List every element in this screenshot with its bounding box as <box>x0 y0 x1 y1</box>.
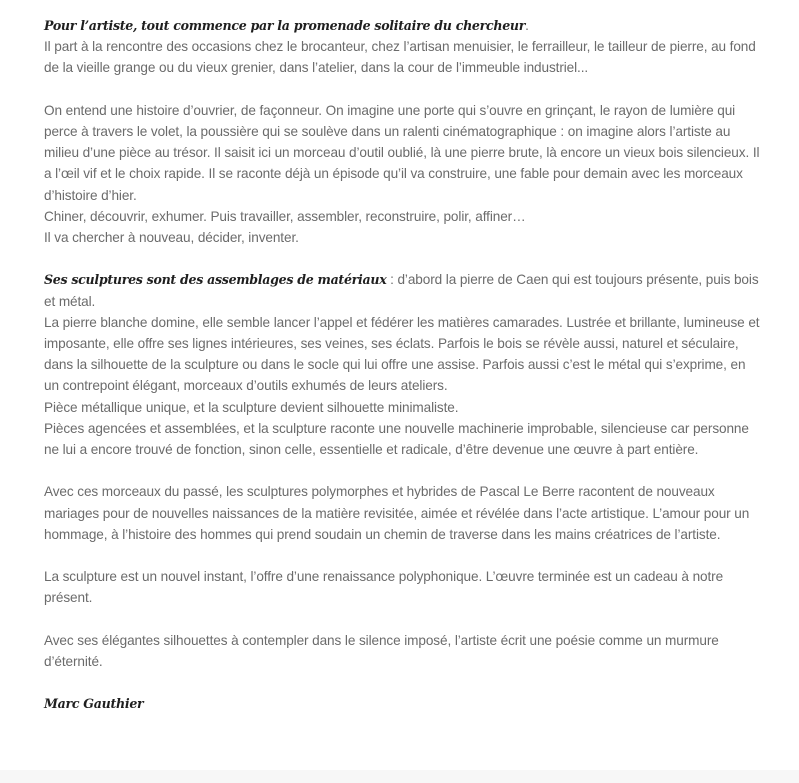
paragraph-morceaux-du-passe: Avec ces morceaux du passé, les sculptures polymorphes et hybrides de Pascal Le Berre racontent de nouveaux mariages pour de nouvelles naissances de la matière revisitée, aimée et révélée dans l’acte artistique. L’amour pour un hommage, à l’histoire des hommes qui prend soudain un chemin de traverse dans les mains créatrices de l’artiste. <box>44 484 750 542</box>
paragraph-text: Chiner, découvrir, exhumer. Puis travailler, assembler, reconstruire, polir, affiner… <box>44 208 526 224</box>
paragraph-silhouettes: Avec ses élégantes silhouettes à contempler dans le silence imposé, l’artiste écrit une poésie comme un murmure d’éternité. <box>44 632 719 670</box>
section-heading-materiaux: Ses sculptures sont des assemblages de matériaux <box>44 272 387 288</box>
footer-strip <box>0 770 799 783</box>
paragraph-text: Pièce métallique unique, et la sculpture devient silhouette minimaliste. <box>44 399 459 415</box>
section-heading-promenade: Pour l’artiste, tout commence par la promenade solitaire du chercheur <box>44 18 526 33</box>
paragraph-text: Il part à la rencontre des occasions chez le brocanteur, chez l’artisan menuisier, le ferrailleur, le tailleur de pierre, au fond de la vieille grange ou du vieux grenier, dans l’atelier, dans la cour de l’immeuble industriel... <box>44 39 756 76</box>
paragraph-text: Il va chercher à nouveau, décider, inventer. <box>44 230 299 246</box>
paragraph-text: Pièces agencées et assemblées, et la sculpture raconte une nouvelle machinerie improbable, silencieuse car personne ne lui a encore trouvé de fonction, sinon celle, essentielle et radicale, d’être devenue une œuvre à part entière. <box>44 420 749 458</box>
paragraph-promenade <box>44 15 760 79</box>
author-signature <box>44 693 760 714</box>
heading-period: . <box>525 18 529 33</box>
author-name: Marc Gauthier <box>44 696 144 712</box>
article-body <box>44 15 760 736</box>
paragraph-text: On entend une histoire d’ouvrier, de façonneur. On imagine une porte qui s’ouvre en grinçant, le rayon de lumière qui perce à travers le volet, la poussière qui se soulève dans un ralenti cinématographique : on imagine alors l’artiste au milieu d’une pièce au trésor. Il saisit ici un morceau d’outil oublié, là une pierre brute, là encore un vieux bois silencieux. Il a l’œil vif et le choix rapide. Il se raconte déjà un épisode qu’il va construire, une fable pour demain avec les morceaux d’histoire d’hier. <box>44 102 760 203</box>
paragraph-text: La pierre blanche domine, elle semble lancer l’appel et fédérer les matières camarades. Lustrée et brillante, lumineuse et imposante, elle offre ses lignes intérieures, ses veines, ses éclats. Parfois le bois se révèle aussi, naturel et séculaire, dans la silhouette de la sculpture ou dans le socle qui lui offre une assise. Parfois aussi c’est le métal qui s’exprime, en un contrepoint élégant, morceaux d’outils exhumés de leurs ateliers. <box>44 314 760 394</box>
paragraph-nouvel-instant: La sculpture est un nouvel instant, l’offre d’une renaissance polyphonique. L’œuvre terminée est un cadeau à notre présent. <box>44 569 724 606</box>
paragraph-ouvrier <box>44 100 760 248</box>
heading-continuation: : d’abord la pierre de Caen qui est toujours présente, puis bois et métal. <box>44 272 759 309</box>
paragraph-materiaux <box>44 269 760 460</box>
